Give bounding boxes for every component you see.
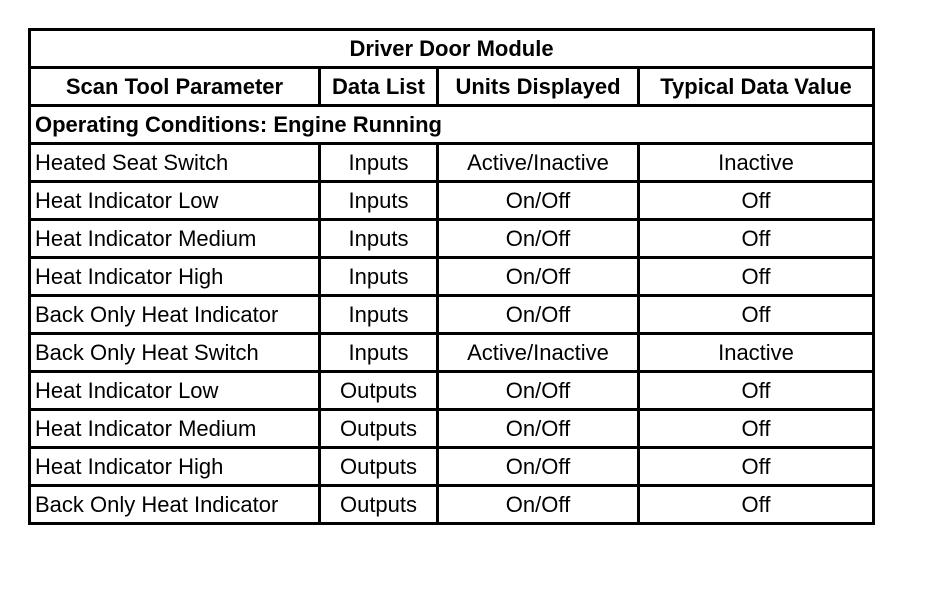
section-row [30,106,874,144]
units-cell: On/Off [438,182,639,220]
units-cell: Active/Inactive [438,334,639,372]
typical-value-cell: Off [639,410,874,448]
section-heading: Operating Conditions: Engine Running [30,106,874,144]
units-cell: On/Off [438,448,639,486]
data-list-cell: Inputs [320,182,438,220]
table-row [30,220,874,258]
table-row [30,182,874,220]
data-list-cell: Inputs [320,144,438,182]
table-row [30,410,874,448]
parameter-cell: Back Only Heat Indicator [30,486,320,524]
data-list-cell: Outputs [320,486,438,524]
parameter-cell: Heat Indicator Low [30,372,320,410]
typical-value-cell: Off [639,372,874,410]
units-cell: On/Off [438,220,639,258]
table-body [30,30,874,524]
units-cell: On/Off [438,372,639,410]
parameter-cell: Heat Indicator Medium [30,410,320,448]
typical-value-cell: Inactive [639,334,874,372]
typical-value-cell: Off [639,220,874,258]
header-scan-tool-parameter: Scan Tool Parameter [30,68,320,106]
typical-value-cell: Off [639,296,874,334]
data-list-cell: Inputs [320,258,438,296]
table-row [30,448,874,486]
header-units-displayed: Units Displayed [438,68,639,106]
units-cell: Active/Inactive [438,144,639,182]
data-table [28,28,875,525]
title-row [30,30,874,68]
table-row [30,258,874,296]
parameter-cell: Heat Indicator High [30,258,320,296]
data-list-cell: Inputs [320,220,438,258]
typical-value-cell: Off [639,448,874,486]
header-row [30,68,874,106]
units-cell: On/Off [438,486,639,524]
header-data-list: Data List [320,68,438,106]
table-row [30,372,874,410]
units-cell: On/Off [438,258,639,296]
parameter-cell: Heat Indicator High [30,448,320,486]
table-row [30,334,874,372]
data-list-cell: Inputs [320,334,438,372]
typical-value-cell: Off [639,258,874,296]
data-list-cell: Inputs [320,296,438,334]
parameter-cell: Back Only Heat Indicator [30,296,320,334]
table-row [30,296,874,334]
data-list-cell: Outputs [320,372,438,410]
parameter-cell: Heat Indicator Medium [30,220,320,258]
typical-value-cell: Off [639,486,874,524]
typical-value-cell: Inactive [639,144,874,182]
data-list-cell: Outputs [320,410,438,448]
table-row [30,144,874,182]
table-row [30,486,874,524]
data-list-cell: Outputs [320,448,438,486]
parameter-cell: Back Only Heat Switch [30,334,320,372]
parameter-cell: Heated Seat Switch [30,144,320,182]
table-title: Driver Door Module [30,30,874,68]
parameter-cell: Heat Indicator Low [30,182,320,220]
header-typical-data-value: Typical Data Value [639,68,874,106]
typical-value-cell: Off [639,182,874,220]
units-cell: On/Off [438,296,639,334]
units-cell: On/Off [438,410,639,448]
